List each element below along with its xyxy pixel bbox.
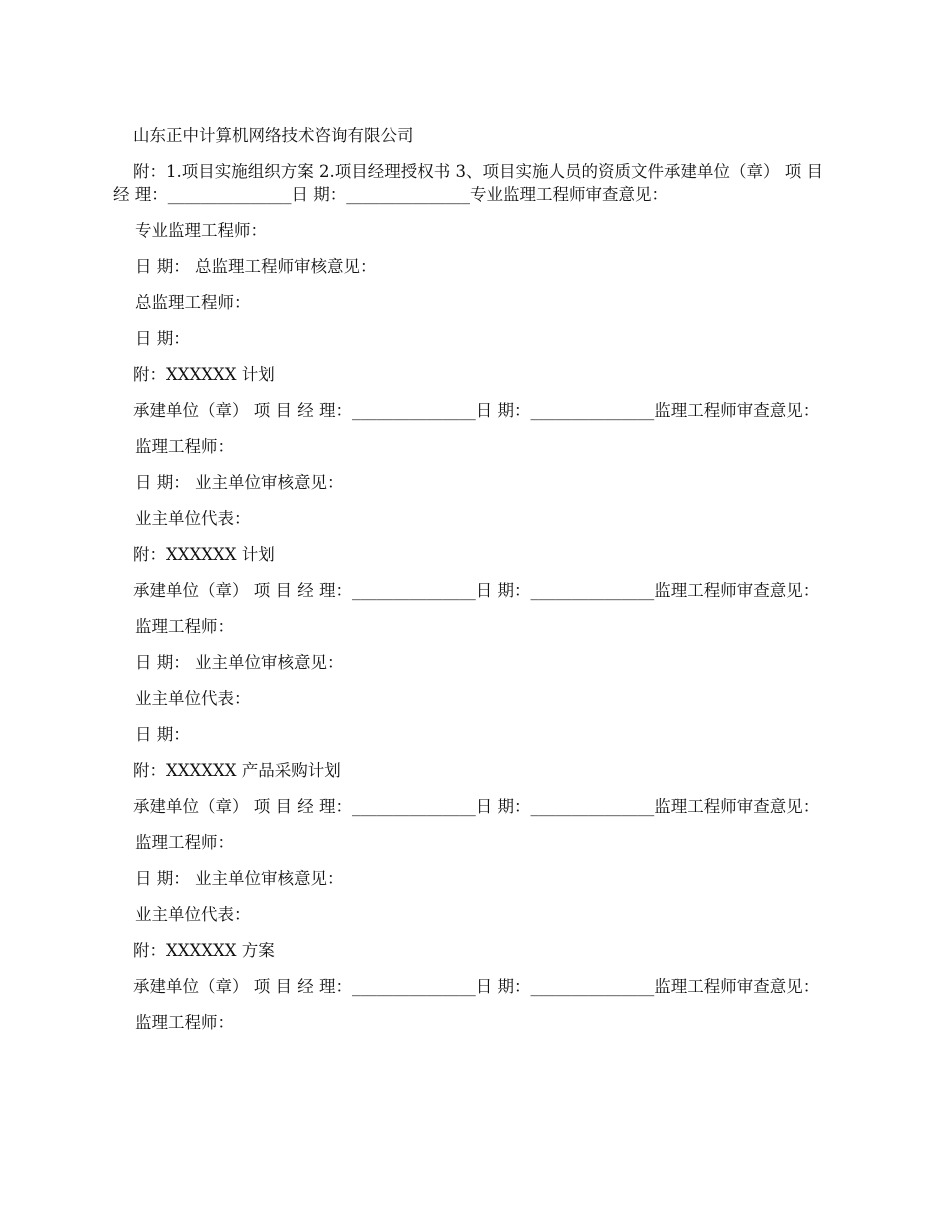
supervisor-engineer-line: 监理工程师： bbox=[135, 617, 234, 636]
date-line: 日 期： bbox=[135, 329, 190, 348]
attachment-scheme-line: 附：XXXXXX 方案 bbox=[133, 941, 275, 960]
owner-representative-line: 业主单位代表： bbox=[135, 689, 251, 708]
supervisor-engineer-line: 监理工程师： bbox=[135, 833, 234, 852]
date-owner-review-line: 日 期： 业主单位审核意见： bbox=[135, 869, 344, 888]
supervisor-engineer-line: 监理工程师： bbox=[135, 437, 234, 456]
attachment-procurement-plan-line: 附：XXXXXX 产品采购计划 bbox=[133, 761, 341, 780]
contractor-signature-paragraph: 承建单位（章） 项 目 经 理：_______________日 期：_______________监理工程师审查意见： bbox=[133, 401, 820, 420]
date-line: 日 期： bbox=[135, 725, 190, 744]
supervisor-engineer-line: 监理工程师： bbox=[135, 1013, 234, 1032]
contractor-signature-paragraph: 承建单位（章） 项 目 经 理：_______________日 期：_______________监理工程师审查意见： bbox=[133, 797, 820, 816]
owner-representative-line: 业主单位代表： bbox=[135, 905, 251, 924]
date-owner-review-line: 日 期： 业主单位审核意见： bbox=[135, 653, 344, 672]
document-body bbox=[113, 124, 825, 1047]
chief-supervisor-line: 总监理工程师： bbox=[135, 293, 251, 312]
owner-representative-line: 业主单位代表： bbox=[135, 509, 251, 528]
attachment-list-paragraph: 附：1.项目实施组织方案 2.项目经理授权书 3、项目实施人员的资质文件承建单位（章） 项 目 经 理：_______________日 期：_______________专业监理工程师审查意见： bbox=[113, 162, 823, 204]
company-name: 山东正中计算机网络技术咨询有限公司 bbox=[133, 126, 414, 145]
date-review-line: 日 期： 总监理工程师审核意见： bbox=[135, 257, 377, 276]
supervisor-engineer-line: 专业监理工程师： bbox=[135, 221, 267, 240]
attachment-plan-line: 附：XXXXXX 计划 bbox=[133, 545, 275, 564]
attachment-plan-line: 附：XXXXXX 计划 bbox=[133, 365, 275, 384]
date-owner-review-line: 日 期： 业主单位审核意见： bbox=[135, 473, 344, 492]
contractor-signature-paragraph: 承建单位（章） 项 目 经 理：_______________日 期：_______________监理工程师审查意见： bbox=[133, 581, 820, 600]
contractor-signature-paragraph: 承建单位（章） 项 目 经 理：_______________日 期：_______________监理工程师审查意见： bbox=[133, 977, 820, 996]
